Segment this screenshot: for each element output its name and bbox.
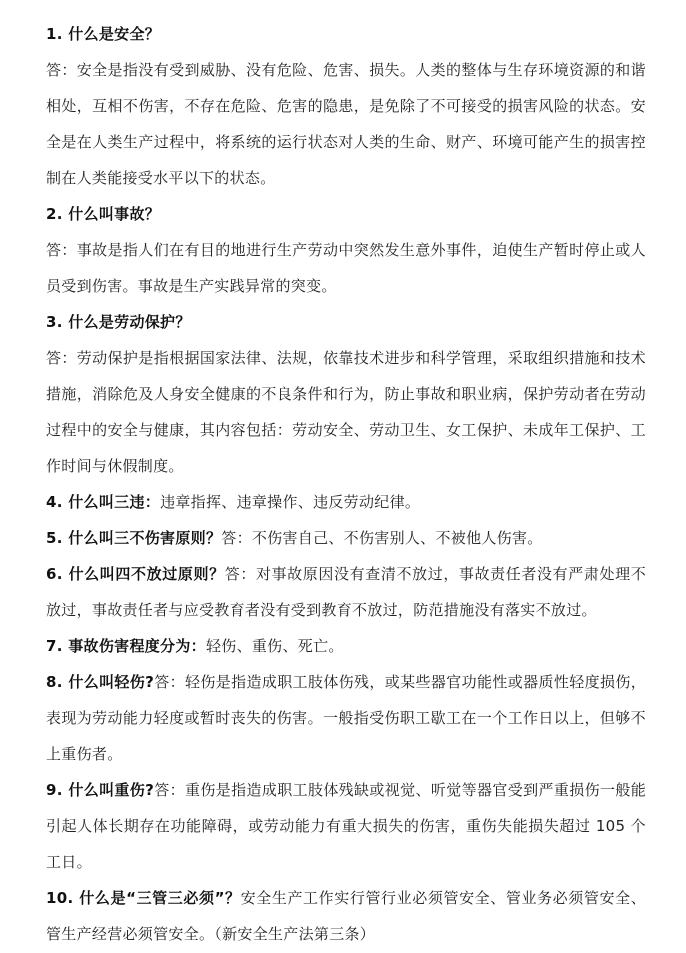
answer-7: 轻伤、重伤、死亡。	[205, 637, 344, 655]
qa-item-7	[46, 628, 646, 664]
answer-4: 违章指挥、违章操作、违反劳动纪律。	[160, 493, 421, 511]
qa-item-10	[46, 880, 646, 952]
qa-item-1	[46, 16, 646, 196]
qa-item-4	[46, 484, 646, 520]
qa-item-9	[46, 772, 646, 880]
question-4: 4. 什么叫三违：	[46, 493, 161, 511]
question-2: 2. 什么叫事故？	[46, 205, 161, 223]
question-6: 6. 什么叫四不放过原则？	[46, 565, 225, 583]
qa-item-6	[46, 556, 646, 628]
document-page	[46, 16, 646, 952]
answer-10: 安全生产工作实行管行业必须管安全、管业务必须管安全、管生产经营必须管安全。（新安全生产法第三条）	[46, 889, 646, 943]
qa-item-3	[46, 304, 646, 484]
answer-3: 答：劳动保护是指根据国家法律、法规，依靠技术进步和科学管理，采取组织措施和技术措施，消除危及人身安全健康的不良条件和行为，防止事故和职业病，保护劳动者在劳动过程中的安全与健康，其内容包括：劳动安全、劳动卫生、女工保护、未成年工保护、工作时间与休假制度。	[46, 349, 646, 475]
answer-5: 答：不伤害自己、不伤害别人、不被他人伤害。	[221, 529, 543, 547]
qa-item-8	[46, 664, 646, 772]
question-3: 3. 什么是劳动保护？	[46, 313, 191, 331]
answer-9: 答：重伤是指造成职工肢体残缺或视觉、听觉等器官受到严重损伤一般能引起人体长期存在功能障碍，或劳动能力有重大损失的伤害，重伤失能损失超过 105 个工日。	[46, 781, 647, 871]
question-9: 9. 什么叫重伤?	[46, 781, 155, 799]
question-1: 1. 什么是安全？	[46, 25, 161, 43]
answer-2: 答：事故是指人们在有目的地进行生产劳动中突然发生意外事件，迫使生产暂时停止或人员受到伤害。事故是生产实践异常的突变。	[46, 241, 646, 295]
answer-1: 答：安全是指没有受到威胁、没有危险、危害、损失。人类的整体与生存环境资源的和谐相处，互相不伤害，不存在危险、危害的隐患，是免除了不可接受的损害风险的状态。安全是在人类生产过程中，将系统的运行状态对人类的生命、财产、环境可能产生的损害控制在人类能接受水平以下的状态。	[46, 61, 646, 187]
qa-item-5	[46, 520, 646, 556]
question-7: 7. 事故伤害程度分为：	[46, 637, 206, 655]
answer-8: 答：轻伤是指造成职工肢体伤残，或某些器官功能性或器质性轻度损伤，表现为劳动能力轻度或暂时丧失的伤害。一般指受伤职工歇工在一个工作日以上，但够不上重伤者。	[46, 673, 647, 763]
question-8: 8. 什么叫轻伤?	[46, 673, 155, 691]
question-10: 10. 什么是“三管三必须”？	[46, 889, 241, 907]
qa-item-2	[46, 196, 646, 304]
question-5: 5. 什么叫三不伤害原则？	[46, 529, 222, 547]
answer-6: 答：对事故原因没有查清不放过，事故责任者没有严肃处理不放过，事故责任者与应受教育者没有受到教育不放过，防范措施没有落实不放过。	[46, 565, 646, 619]
